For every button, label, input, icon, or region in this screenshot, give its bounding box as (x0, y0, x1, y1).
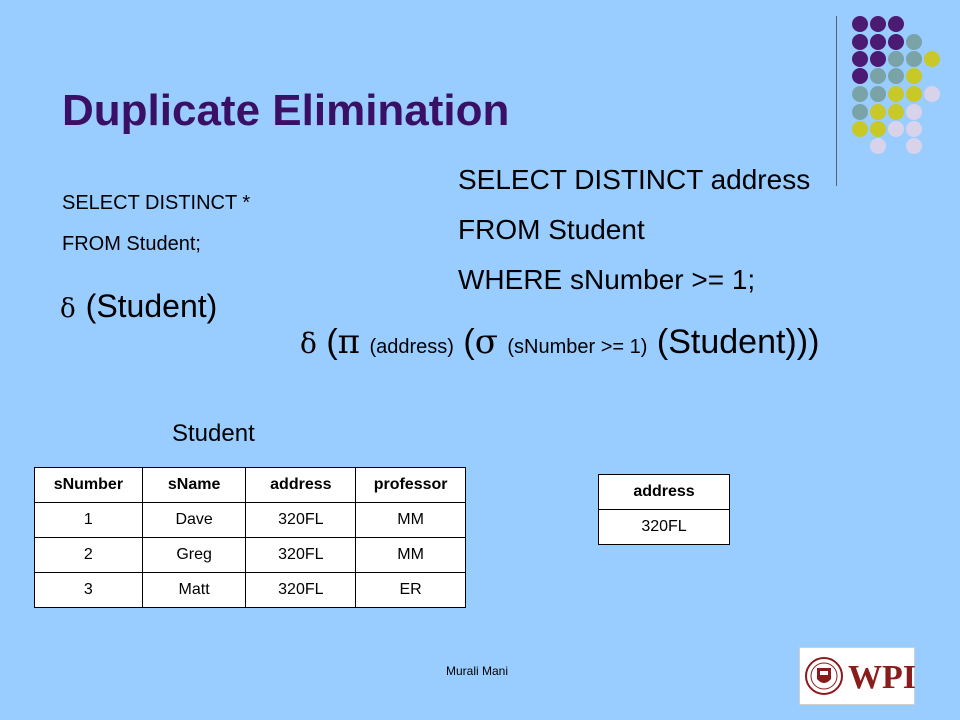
footer-author: Murali Mani (446, 664, 509, 678)
decor-dot (870, 51, 886, 67)
decor-dot (906, 121, 922, 137)
decor-dot (888, 68, 904, 84)
left-expr-text: (Student) (85, 288, 218, 324)
right-algebra-expression (300, 322, 819, 362)
dot-grid-decoration (0, 0, 960, 160)
delta-symbol: δ (300, 327, 317, 360)
column-header: address (599, 475, 730, 510)
table-row (35, 538, 466, 573)
table-cell: Matt (142, 573, 246, 608)
decor-dot (870, 138, 886, 154)
decor-dot (852, 86, 868, 102)
column-header: sName (142, 468, 246, 503)
decor-dot (888, 51, 904, 67)
decor-dot (852, 51, 868, 67)
decor-dot (852, 16, 868, 32)
column-header: address (246, 468, 356, 503)
sigma-subscript: (sNumber >= 1) (507, 336, 648, 358)
decor-dot (870, 86, 886, 102)
table-cell: MM (356, 538, 466, 573)
table-cell: Dave (142, 503, 246, 538)
decor-dot (906, 34, 922, 50)
decor-dot (906, 68, 922, 84)
table-cell: 320FL (599, 510, 730, 545)
decor-dot (888, 16, 904, 32)
right-sql-line-3: WHERE sNumber >= 1; (458, 264, 756, 295)
delta-symbol: δ (60, 294, 76, 324)
table-row (35, 573, 466, 608)
wpi-seal-logo (799, 647, 915, 705)
table-cell: ER (356, 573, 466, 608)
table-cell: 3 (35, 573, 143, 608)
table-row (599, 510, 730, 545)
sigma-symbol: σ (474, 322, 498, 362)
decor-dot (906, 51, 922, 67)
left-sql-line-1: SELECT DISTINCT * (62, 192, 251, 214)
decor-dot (852, 121, 868, 137)
table-cell: 320FL (246, 538, 356, 573)
logo-text: WPI (848, 659, 916, 696)
decor-dot (852, 104, 868, 120)
student-table-caption: Student (172, 420, 255, 447)
table-cell: Greg (142, 538, 246, 573)
decor-dot (924, 51, 940, 67)
decor-dot (888, 104, 904, 120)
table-cell: 320FL (246, 503, 356, 538)
table-cell: 320FL (246, 573, 356, 608)
table-cell: 1 (35, 503, 143, 538)
decor-dot (888, 34, 904, 50)
column-header: sNumber (35, 468, 143, 503)
table-row (35, 503, 466, 538)
page-title: Duplicate Elimination (62, 86, 510, 135)
right-sql-line-2: FROM Student (458, 214, 645, 245)
decor-vertical-line (836, 16, 837, 186)
expr-tail: (Student))) (656, 323, 820, 361)
decor-dot (870, 68, 886, 84)
table-header-row (599, 475, 730, 510)
expr-paren: ( (326, 323, 338, 361)
right-sql-line-1: SELECT DISTINCT address (458, 164, 811, 195)
address-result-table (598, 474, 730, 545)
decor-dot (888, 86, 904, 102)
left-algebra-expression (60, 288, 217, 325)
student-table (34, 467, 466, 608)
decor-dot (870, 121, 886, 137)
decor-dot (888, 121, 904, 137)
decor-dot (870, 104, 886, 120)
table-cell: 2 (35, 538, 143, 573)
seal-icon (804, 653, 844, 699)
decor-dot (906, 104, 922, 120)
decor-dot (870, 34, 886, 50)
column-header: professor (356, 468, 466, 503)
decor-dot (906, 86, 922, 102)
left-sql-line-2: FROM Student; (62, 233, 201, 255)
table-cell: MM (356, 503, 466, 538)
pi-subscript: (address) (369, 336, 454, 358)
decor-dot (870, 16, 886, 32)
pi-symbol: π (337, 322, 360, 362)
decor-dot (906, 138, 922, 154)
expr-paren: ( (463, 323, 475, 361)
decor-dot (852, 34, 868, 50)
decor-dot (852, 68, 868, 84)
table-header-row (35, 468, 466, 503)
decor-dot (924, 86, 940, 102)
